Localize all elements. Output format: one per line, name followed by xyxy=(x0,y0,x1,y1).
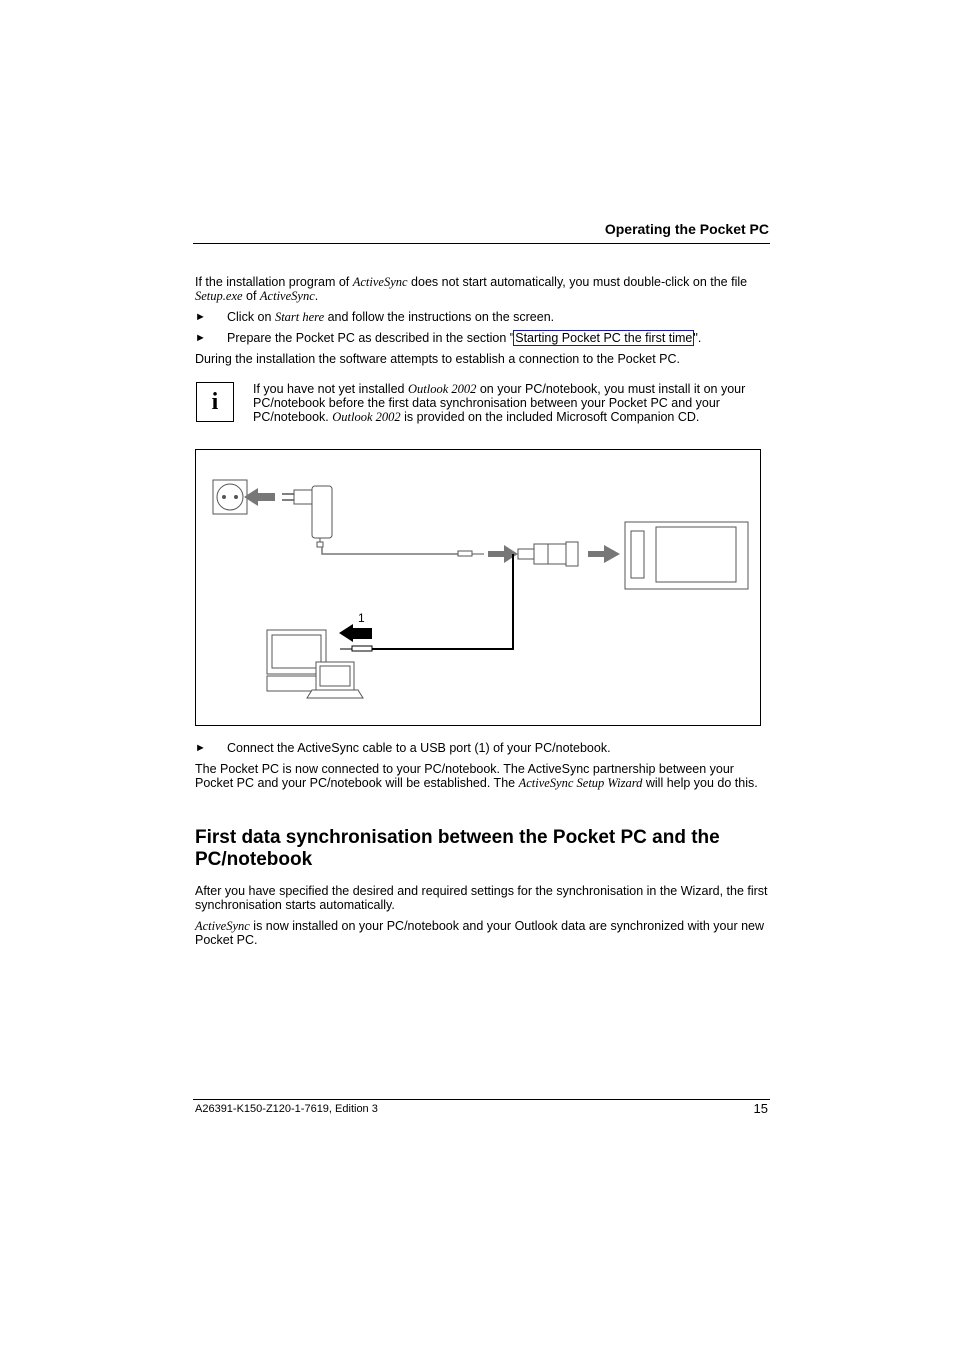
during-paragraph: During the installation the software attempts to establish a connection to the Pocket PC. xyxy=(195,352,680,366)
connection-diagram xyxy=(196,450,760,725)
header-rule xyxy=(193,243,770,244)
section-heading: First data synchronisation between the Pocket PC and the PC/notebook xyxy=(195,827,720,870)
arrow-left-icon xyxy=(244,488,275,506)
power-cable xyxy=(322,547,458,554)
arrow-left-icon xyxy=(339,624,372,642)
connected-paragraph: The Pocket PC is now connected to your PC/notebook. The ActiveSync partnership between your Pocket PC and your PC/notebook will be established. The ActiveSync Setup Wizard will help you do this. xyxy=(195,762,758,790)
arrow-right-icon xyxy=(588,545,620,563)
connection-figure xyxy=(195,449,761,726)
callout-number: 1 xyxy=(358,611,365,625)
wall-socket-icon xyxy=(213,480,247,514)
running-header: Operating the Pocket PC xyxy=(604,221,769,237)
bullet-marker: ► xyxy=(195,332,206,344)
power-adapter-icon xyxy=(282,486,332,547)
info-note: If you have not yet installed Outlook 2002 on your PC/notebook, you must install it on your PC/notebook before the first data synchronisation between your Pocket PC and your PC/notebook. Outlook 2002 is provided on the included Microsoft Companion CD. xyxy=(253,382,746,424)
page-number: 15 xyxy=(753,1101,768,1116)
pocket-pc-icon xyxy=(625,522,748,589)
section-paragraph-2: ActiveSync is now installed on your PC/notebook and your Outlook data are synchronized with your new Pocket PC. xyxy=(195,919,765,947)
info-icon: i xyxy=(196,382,234,422)
section-paragraph-1: After you have specified the desired and required settings for the synchronisation in the Wizard, the first synchronisation starts automatically. xyxy=(195,884,768,912)
section-link[interactable]: Starting Pocket PC the first time xyxy=(515,331,693,345)
cable-plug xyxy=(458,551,472,556)
bullet-marker: ► xyxy=(195,311,206,323)
footer-rule xyxy=(193,1099,770,1100)
bullet-marker: ► xyxy=(195,742,206,754)
sync-connector-icon xyxy=(518,542,578,566)
usb-plug xyxy=(352,646,372,651)
usb-cable xyxy=(372,554,513,649)
intro-paragraph: If the installation program of ActiveSync does not start automatically, you must double-click on the file Setup.exe of ActiveSync. xyxy=(195,275,748,303)
document-code: A26391-K150-Z120-1-7619, Edition 3 xyxy=(195,1103,378,1115)
